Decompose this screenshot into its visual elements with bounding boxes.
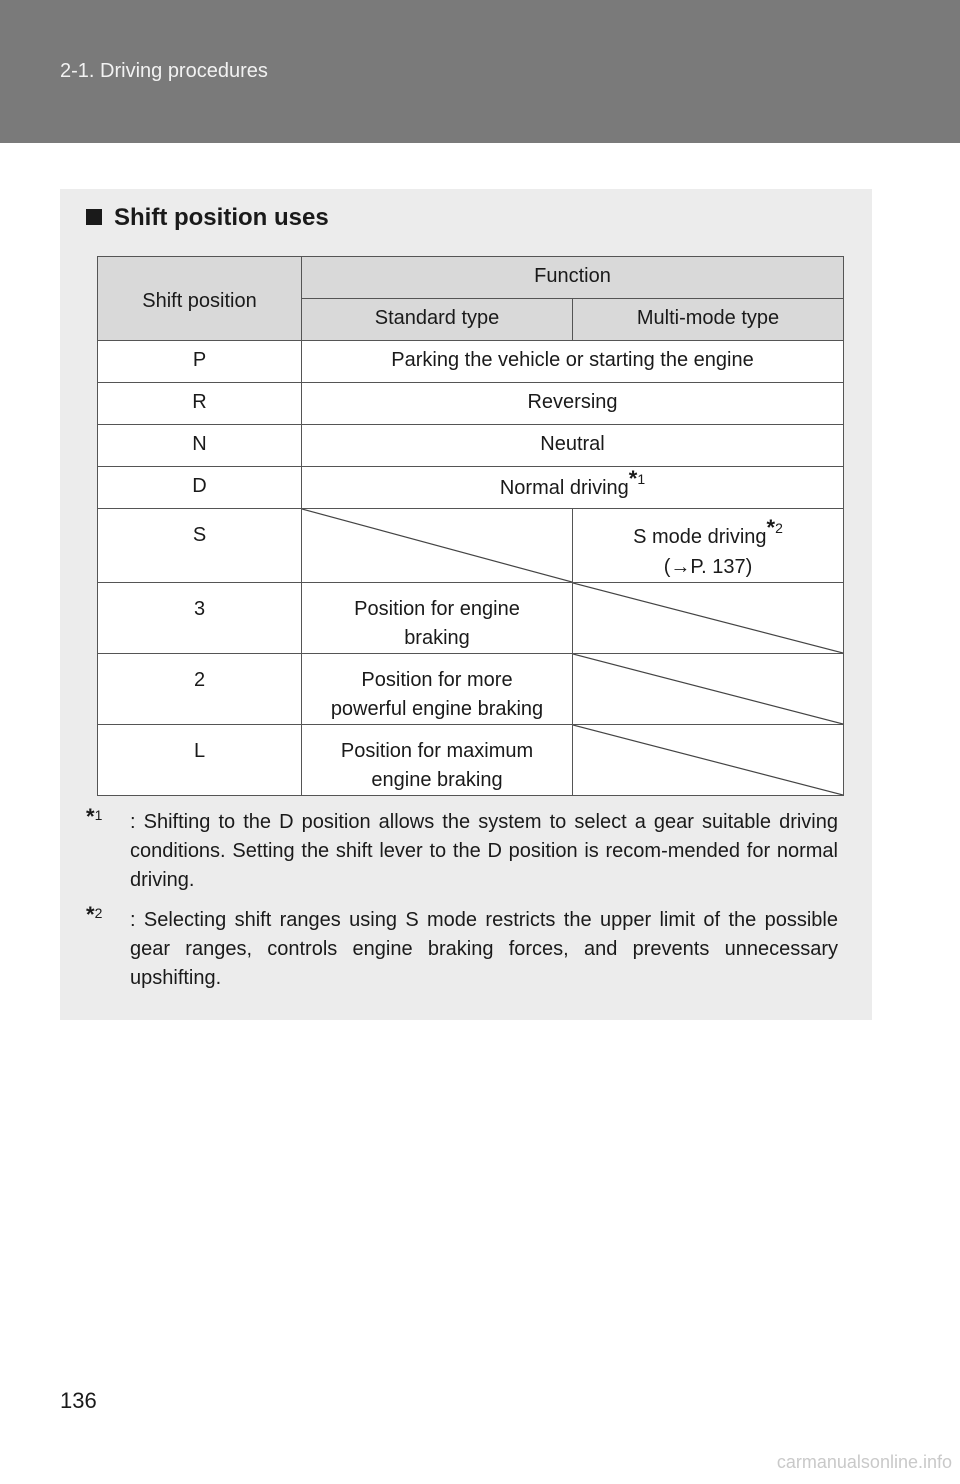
function-cell — [573, 509, 844, 583]
header-multi-mode-type: Multi-mode type — [573, 299, 844, 341]
function-text-line2: engine braking — [371, 769, 503, 791]
function-cell — [302, 583, 573, 654]
function-cell — [302, 654, 573, 725]
not-applicable-cell — [573, 583, 844, 654]
diagonal-slash — [573, 725, 843, 795]
function-cell: Reversing — [302, 383, 844, 425]
footnote-star: * — [86, 902, 95, 927]
function-text-line1: Position for engine — [354, 598, 520, 620]
footnote-text: : Shifting to the D position allows the system to select a gear suitable driving conditions. Setting the shift lever to the D position is recom-mended for normal driving. — [130, 811, 838, 891]
panel-title-text: Shift position uses — [114, 204, 329, 231]
page-number: 136 — [60, 1388, 97, 1413]
footnote-2 — [86, 902, 838, 993]
shift-position-cell: R — [98, 383, 302, 425]
footnote-marker — [86, 804, 103, 840]
table-row — [98, 725, 844, 796]
not-applicable-cell — [573, 725, 844, 796]
shift-position-cell: 2 — [98, 654, 302, 725]
function-text-line1: Position for more — [361, 669, 513, 691]
footnote-ref: 2 — [775, 520, 783, 536]
footnote-1 — [86, 804, 838, 895]
function-text: S mode driving — [633, 526, 767, 548]
shift-position-cell: N — [98, 425, 302, 467]
footnote-number: 1 — [94, 807, 103, 823]
shift-position-cell: D — [98, 467, 302, 509]
function-text-line2: braking — [404, 627, 470, 649]
footnote-star: * — [86, 804, 95, 829]
function-cell: Neutral — [302, 425, 844, 467]
square-bullet-icon — [86, 209, 102, 225]
header-shift-position: Shift position — [98, 257, 302, 341]
panel-title — [86, 204, 329, 232]
function-cell: Parking the vehicle or starting the engine — [302, 341, 844, 383]
function-text: Normal driving — [499, 477, 629, 499]
table-header-row — [98, 257, 844, 299]
footnote-marker — [86, 902, 103, 938]
not-applicable-cell — [573, 654, 844, 725]
shift-position-table — [97, 256, 844, 796]
section-title: 2-1. Driving procedures — [60, 60, 268, 82]
shift-position-cell: 3 — [98, 583, 302, 654]
page-reference: (→P. 137) — [663, 556, 753, 578]
diagonal-slash — [573, 583, 843, 653]
watermark: carmanualsonline.info — [776, 1452, 952, 1472]
diagonal-slash — [302, 509, 572, 582]
table-row — [98, 509, 844, 583]
footnotes — [86, 804, 838, 1004]
table-row — [98, 383, 844, 425]
function-text-line1: Position for maximum — [340, 740, 534, 762]
function-text-line2: powerful engine braking — [330, 698, 544, 720]
function-cell — [302, 725, 573, 796]
header-function: Function — [302, 257, 844, 299]
header-standard-type: Standard type — [302, 299, 573, 341]
footnote-star: * — [766, 515, 776, 540]
diagonal-slash — [573, 654, 843, 724]
shift-position-cell: L — [98, 725, 302, 796]
shift-position-cell: S — [98, 509, 302, 583]
footnote-ref: 1 — [637, 471, 646, 487]
not-applicable-cell — [302, 509, 573, 583]
table-row — [98, 467, 844, 509]
footnote-number: 2 — [94, 905, 103, 921]
table-row — [98, 425, 844, 467]
table-row — [98, 583, 844, 654]
page-header — [0, 0, 960, 143]
table-row — [98, 341, 844, 383]
table-row — [98, 654, 844, 725]
function-cell — [302, 467, 844, 509]
shift-position-cell: P — [98, 341, 302, 383]
footnote-star: * — [628, 466, 638, 491]
footnote-text: : Selecting shift ranges using S mode restricts the upper limit of the possible gear ranges, controls engine braking forces, and prevents unnecessary upshifting. — [130, 909, 838, 989]
